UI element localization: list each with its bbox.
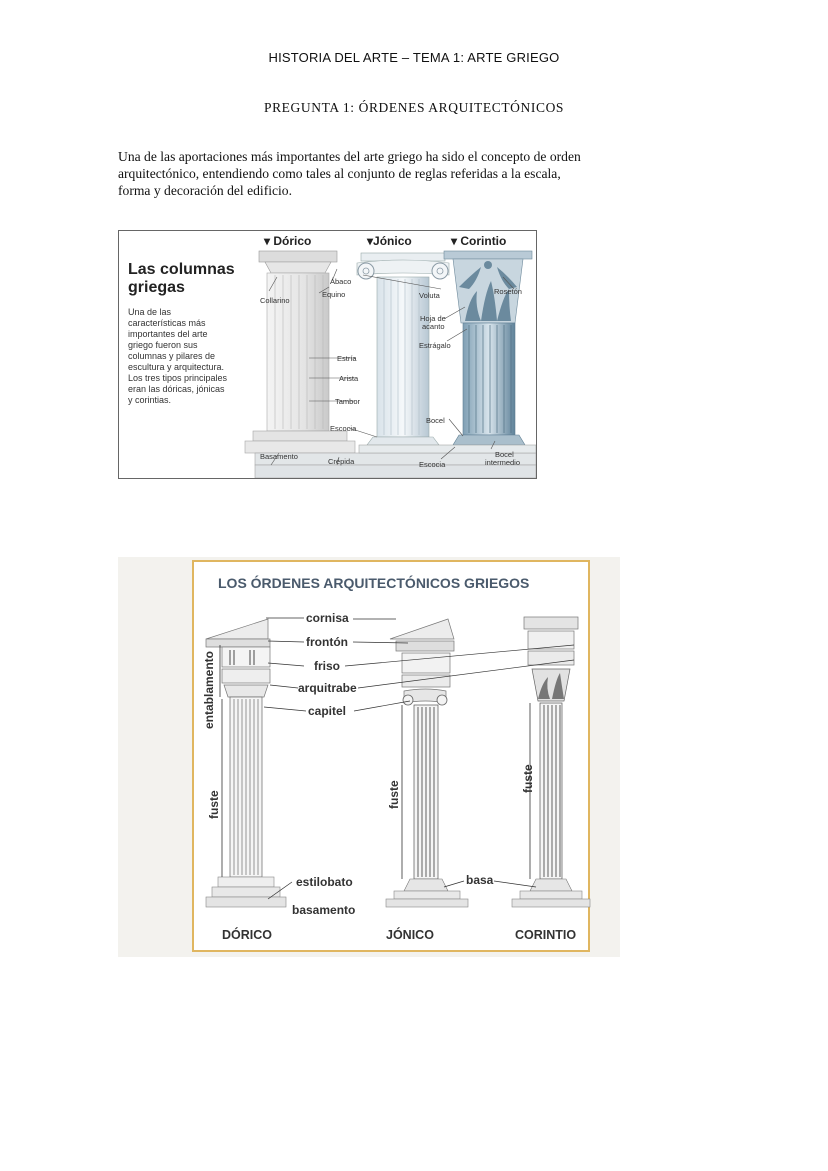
fig1-desc-line: eran las dóricas, jónicas [128,384,225,394]
fig2-label-fuste-ionic: fuste [387,780,401,809]
fig1-label-crepida: Crépida [328,457,355,466]
fig1-label-hoja-line1: Hoja de [420,314,446,323]
fig1-desc-line: características más [128,318,206,328]
fig1-label-estria: Estría [337,354,357,363]
corinthian-column-drawing [444,251,532,445]
fig1-label-bocel: Bocel [426,416,445,425]
fig2-label-capitel: capitel [308,704,347,718]
greek-columns-illustration [119,231,536,478]
fig1-desc-line: Los tres tipos principales [128,373,228,383]
fig1-title-line1: Las columnas [128,261,235,278]
intro-line-1: Una de las aportaciones más importantes del arte griego ha sido el concepto de orden [118,149,581,164]
fig2-label-basa: basa [466,873,494,887]
fig1-label-basamento: Basamento [260,452,298,461]
fig1-label-escocia-2: Escocia [419,460,446,469]
fig1-label-equino: Equino [322,290,346,299]
fig1-label-estragalo: Estrágalo [419,341,451,350]
fig1-desc-line: griego fueron sus [128,340,198,350]
fig1-desc-line: Una de las [128,307,172,317]
fig2-label-estilobato: estilobato [296,875,353,889]
architectural-orders-illustration [118,557,620,957]
intro-line-3: forma y decoración del edificio. [118,183,292,198]
corinthian-order-drawing [512,617,590,907]
fig2-label-basamento: basamento [292,903,356,917]
fig1-label-abaco: Ábaco [330,277,352,286]
fig1-label-tambor: Tambor [335,397,361,406]
fig1-desc-line: escultura y arquitectura. [128,362,225,372]
fig1-desc-line: importantes del arte [128,329,208,339]
fig1-desc-line: columnas y pilares de [128,351,216,361]
fig1-order-doric: ▾ Dórico [264,234,312,248]
fig1-label-hoja-line2: acanto [422,322,445,331]
fig2-label-fronton: frontón [306,635,348,649]
fig1-desc-line: y corintias. [128,395,172,405]
fig1-title-line2: griegas [128,279,185,296]
fig1-label-roseton: Rosetón [494,287,522,296]
doric-order-drawing [206,619,286,907]
fig2-label-arquitrabe: arquitrabe [298,681,357,695]
fig2-order-ionic: JÓNICO [386,928,434,942]
fig2-label-fuste-doric: fuste [207,790,221,819]
fig1-label-voluta: Voluta [419,291,440,300]
fig1-label-escocia: Escocia [330,424,357,433]
architectural-orders-figure [118,557,620,957]
fig1-description [128,307,228,405]
fig2-title: LOS ÓRDENES ARQUITECTÓNICOS GRIEGOS [218,575,530,591]
greek-columns-figure [118,230,537,479]
fig2-order-doric: DÓRICO [222,928,272,942]
fig2-label-cornisa: cornisa [306,611,349,625]
fig1-label-bocel-intermedio-line2: intermedio [485,458,521,467]
fig1-order-corinthian: ▾ Corintio [451,234,507,248]
page-header: HISTORIA DEL ARTE – TEMA 1: ARTE GRIEGO [268,50,560,65]
fig1-order-ionic: ▾Jónico [367,234,412,248]
fig2-label-entablamento: entablamento [202,650,216,729]
fig1-label-bocel-intermedio-line1: Bocel [495,450,514,459]
ionic-order-drawing [386,619,468,907]
fig1-label-arista: Arista [339,374,359,383]
intro-paragraph [118,148,718,199]
question-title: PREGUNTA 1: ÓRDENES ARQUITECTÓNICOS [263,100,565,115]
intro-line-2: arquitectónico, entendiendo como tales al conjunto de reglas referidas a la escala, [118,166,561,181]
fig1-label-collarino: Collarino [260,296,290,305]
fig2-label-friso: friso [314,659,341,673]
fig2-order-corinthian: CORINTIO [515,928,577,942]
doric-column-drawing [259,251,337,431]
fig2-label-fuste-corinthian: fuste [521,764,535,793]
